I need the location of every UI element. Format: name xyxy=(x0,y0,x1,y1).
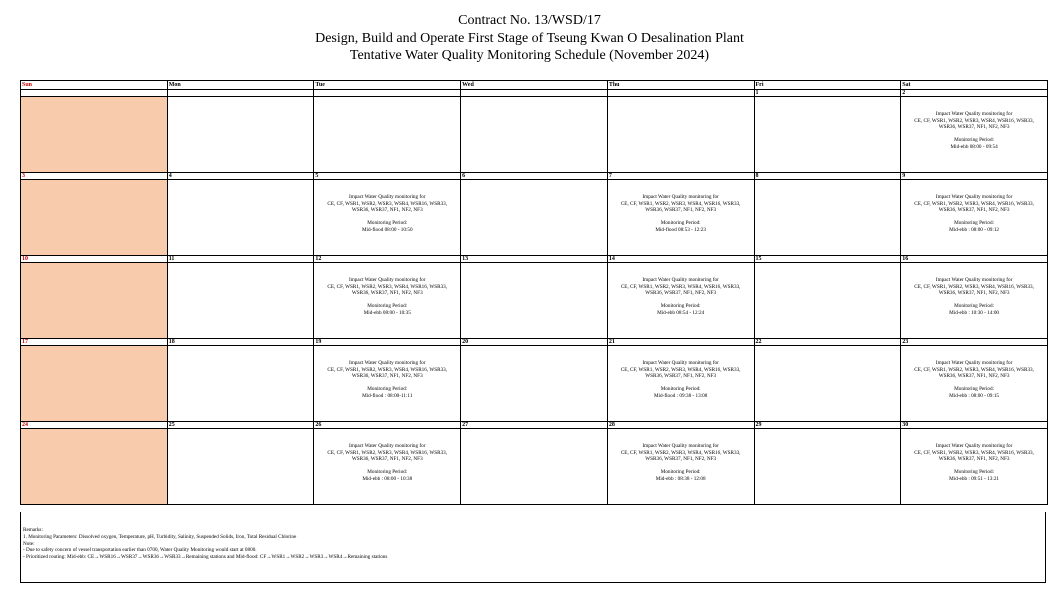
monitoring-period-label: Monitoring Period: xyxy=(367,303,408,309)
weekday-header: Mon xyxy=(167,81,314,90)
monitoring-line: Impact Water Quality monitoring for xyxy=(349,194,426,200)
date-number: 13 xyxy=(461,256,608,263)
day-cell xyxy=(461,263,608,339)
monitoring-stations: CE, CF, WSR1, WSR2, WSR3, WSR4, WSR16, WSR33, xyxy=(914,117,1034,124)
monitoring-period-label: Monitoring Period: xyxy=(660,220,701,226)
day-cell xyxy=(21,429,168,505)
remarks-item: 1. Monitoring Parameters: Dissolved oxygen, Temperature, pH, Turbidity, Salinity, Suspended Solids, Iron, Total Residual Chlorine xyxy=(23,533,297,540)
note-title: Note: xyxy=(23,540,35,547)
day-cell xyxy=(901,263,1048,339)
monitoring-stations: CE, CF, WSR1, WSR2, WSR3, WSR4, WSR16, WSR33, xyxy=(327,366,448,373)
date-number-row xyxy=(21,256,1048,263)
date-number: 16 xyxy=(901,256,1048,263)
date-number: 10 xyxy=(21,256,168,263)
monitoring-period: Mid-flood 08:53 - 12:23 xyxy=(655,226,706,233)
date-number: 29 xyxy=(754,422,901,429)
monitoring-stations: CE, CF, WSR1, WSR2, WSR3, WSR4, WSR16, WSR33, xyxy=(914,283,1034,290)
monitoring-stations: WSR36, WSR37, NF1, NF2, NF3 xyxy=(645,207,717,213)
week-row xyxy=(21,97,1048,173)
schedule-title: Tentative Water Quality Monitoring Schedule (November 2024) xyxy=(349,48,710,63)
monitoring-stations: CE, CF, WSR1, WSR2, WSR3, WSR4, WSR16, WSR33, xyxy=(327,283,448,290)
date-number: 24 xyxy=(21,422,168,429)
date-number: 28 xyxy=(607,422,754,429)
calendar-body xyxy=(21,81,1048,505)
day-cell xyxy=(21,346,168,422)
monitoring-period: Mid-flood : 08:00-11:11 xyxy=(362,392,413,399)
date-number: 22 xyxy=(754,339,901,346)
monitoring-line: Impact Water Quality monitoring for xyxy=(935,443,1013,449)
monitoring-line: Impact Water Quality monitoring for xyxy=(935,277,1013,283)
day-cell xyxy=(607,346,754,422)
monitoring-event xyxy=(901,180,1047,233)
date-number: 11 xyxy=(167,256,314,263)
monitoring-line: Impact Water Quality monitoring for xyxy=(935,360,1013,366)
day-cell xyxy=(901,429,1048,505)
contract-number: Contract No. 13/WSD/17 xyxy=(458,13,601,28)
week-row xyxy=(21,346,1048,422)
day-cell xyxy=(167,429,314,505)
monitoring-event xyxy=(901,429,1047,482)
monitoring-stations: WSR36, WSR37, NF1, NF2, NF3 xyxy=(938,207,1010,213)
monitoring-period: Mid-ebb : 10:30 - 14:00 xyxy=(949,309,1000,316)
date-number: 30 xyxy=(901,422,1048,429)
monitoring-period-label: Monitoring Period: xyxy=(367,469,408,475)
remarks-box xyxy=(20,512,1046,583)
monitoring-event xyxy=(314,180,460,233)
day-cell xyxy=(167,263,314,339)
monitoring-period: Mid-ebb : 08:00 - 10:38 xyxy=(362,475,413,482)
day-cell xyxy=(461,429,608,505)
day-cell xyxy=(901,180,1048,256)
calendar-table xyxy=(20,80,1048,505)
date-number: 9 xyxy=(901,173,1048,180)
date-number: 21 xyxy=(607,339,754,346)
date-number: 12 xyxy=(314,256,461,263)
date-number: 20 xyxy=(461,339,608,346)
monitoring-line: Impact Water Quality monitoring for xyxy=(642,360,719,366)
day-cell xyxy=(314,429,461,505)
date-number xyxy=(607,90,754,97)
monitoring-event xyxy=(901,263,1047,316)
day-cell xyxy=(754,429,901,505)
date-number: 26 xyxy=(314,422,461,429)
monitoring-stations: CE, CF, WSR1, WSR2, WSR3, WSR4, WSR16, WSR33, xyxy=(620,366,741,373)
monitoring-period-label: Monitoring Period: xyxy=(660,469,701,475)
monitoring-event xyxy=(314,263,460,316)
weekday-header: Fri xyxy=(754,81,901,90)
monitoring-stations: WSR36, WSR37, NF1, NF2, NF3 xyxy=(351,373,423,379)
date-number: 2 xyxy=(901,90,1048,97)
monitoring-period-label: Monitoring Period: xyxy=(367,220,408,226)
date-number: 19 xyxy=(314,339,461,346)
day-cell xyxy=(461,346,608,422)
date-number: 7 xyxy=(607,173,754,180)
day-cell xyxy=(21,180,168,256)
monitoring-stations: CE, CF, WSR1, WSR2, WSR3, WSR4, WSR16, WSR33, xyxy=(327,200,448,207)
day-cell xyxy=(901,97,1048,173)
monitoring-line: Impact Water Quality monitoring for xyxy=(349,360,426,366)
day-cell xyxy=(314,263,461,339)
monitoring-period-label: Monitoring Period: xyxy=(954,303,995,309)
weekday-header-row xyxy=(21,81,1048,90)
monitoring-stations: CE, CF, WSR1, WSR2, WSR3, WSR4, WSR16, WSR33, xyxy=(914,449,1034,456)
monitoring-stations: WSR36, WSR37, NF1, NF2, NF3 xyxy=(351,456,423,462)
monitoring-line: Impact Water Quality monitoring for xyxy=(642,277,719,283)
weekday-header: Sat xyxy=(901,81,1048,90)
weekday-header: Sun xyxy=(21,81,168,90)
day-cell xyxy=(167,346,314,422)
monitoring-period: Mid-ebb : 08:00 - 09:15 xyxy=(949,392,1000,399)
date-number xyxy=(461,90,608,97)
monitoring-event xyxy=(901,97,1047,150)
remarks-title: Remarks: xyxy=(23,527,43,533)
monitoring-period-label: Monitoring Period: xyxy=(954,386,995,392)
monitoring-period-label: Monitoring Period: xyxy=(367,386,408,392)
date-number-row xyxy=(21,422,1048,429)
day-cell xyxy=(754,346,901,422)
monitoring-stations: WSR36, WSR37, NF1, NF2, NF3 xyxy=(938,373,1010,379)
monitoring-line: Impact Water Quality monitoring for xyxy=(935,194,1013,200)
monitoring-line: Impact Water Quality monitoring for xyxy=(642,194,719,200)
monitoring-stations: CE, CF, WSR1, WSR2, WSR3, WSR4, WSR16, WSR33, xyxy=(327,449,448,456)
day-cell xyxy=(461,97,608,173)
day-cell xyxy=(607,429,754,505)
date-number-row xyxy=(21,173,1048,180)
date-number: 3 xyxy=(21,173,168,180)
monitoring-stations: WSR36, WSR37, NF1, NF2, NF3 xyxy=(645,456,717,462)
monitoring-period: Mid-ebb : 09:51 - 13:21 xyxy=(949,475,1000,482)
monitoring-stations: WSR36, WSR37, NF1, NF2, NF3 xyxy=(645,290,717,296)
day-cell xyxy=(167,97,314,173)
monitoring-line: Impact Water Quality monitoring for xyxy=(935,111,1013,117)
monitoring-event xyxy=(608,429,754,482)
weekday-header: Wed xyxy=(461,81,608,90)
day-cell xyxy=(21,97,168,173)
monitoring-event xyxy=(314,346,460,399)
monitoring-stations: WSR36, WSR37, NF1, NF2, NF3 xyxy=(351,290,423,296)
monitoring-period-label: Monitoring Period: xyxy=(954,220,995,226)
day-cell xyxy=(607,180,754,256)
monitoring-period-label: Monitoring Period: xyxy=(660,386,701,392)
monitoring-stations: WSR36, WSR37, NF1, NF2, NF3 xyxy=(938,124,1010,130)
date-number: 25 xyxy=(167,422,314,429)
day-cell xyxy=(901,346,1048,422)
week-row xyxy=(21,263,1048,339)
day-cell xyxy=(754,97,901,173)
date-number-row xyxy=(21,90,1048,97)
date-number: 23 xyxy=(901,339,1048,346)
date-number: 14 xyxy=(607,256,754,263)
monitoring-period: Mid-ebb : 08:38 - 12:08 xyxy=(655,475,706,482)
monitoring-period: Mid-flood 08:00 - 10:50 xyxy=(361,226,413,233)
day-cell xyxy=(461,180,608,256)
day-cell xyxy=(754,180,901,256)
monitoring-stations: CE, CF, WSR1, WSR2, WSR3, WSR4, WSR16, WSR33, xyxy=(620,283,741,290)
date-number: 6 xyxy=(461,173,608,180)
monitoring-period: Mid-ebb 08:00 - 10:35 xyxy=(363,309,411,316)
monitoring-stations: WSR36, WSR37, NF1, NF2, NF3 xyxy=(351,207,423,213)
week-row xyxy=(21,180,1048,256)
day-cell xyxy=(314,97,461,173)
monitoring-stations: WSR36, WSR37, NF1, NF2, NF3 xyxy=(938,456,1010,462)
monitoring-line: Impact Water Quality monitoring for xyxy=(349,443,426,449)
date-number: 15 xyxy=(754,256,901,263)
monitoring-event xyxy=(608,180,754,233)
monitoring-period-label: Monitoring Period: xyxy=(954,137,995,143)
monitoring-period: Mid-ebb 08:54 - 12:24 xyxy=(657,309,705,316)
monitoring-period: Mid-flood : 09:38 - 13:08 xyxy=(654,392,708,399)
date-number-row xyxy=(21,339,1048,346)
monitoring-event xyxy=(901,346,1047,399)
week-row xyxy=(21,429,1048,505)
monitoring-stations: CE, CF, WSR1, WSR2, WSR3, WSR4, WSR16, WSR33, xyxy=(914,366,1034,373)
day-cell xyxy=(314,346,461,422)
note-item: - Due to safety concern of vessel transportation earlier than 0700, Water Quality Monitoring would start at 0800. xyxy=(23,547,257,554)
day-cell xyxy=(314,180,461,256)
date-number xyxy=(314,90,461,97)
monitoring-period: Mid-ebb 08:00 - 09:54 xyxy=(950,143,998,150)
date-number: 4 xyxy=(167,173,314,180)
monitoring-stations: CE, CF, WSR1, WSR2, WSR3, WSR4, WSR16, WSR33, xyxy=(914,200,1034,207)
monitoring-stations: WSR36, WSR37, NF1, NF2, NF3 xyxy=(938,290,1010,296)
date-number: 27 xyxy=(461,422,608,429)
weekday-header: Tue xyxy=(314,81,461,90)
date-number xyxy=(167,90,314,97)
date-number: 17 xyxy=(21,339,168,346)
date-number: 1 xyxy=(754,90,901,97)
monitoring-line: Impact Water Quality monitoring for xyxy=(642,443,719,449)
day-cell xyxy=(21,263,168,339)
note-item: - Prioritized routing: Mid-ebb: CE→WSR16→WSR37→WSR36→WSR33→Remaining stations and Mid-flood: CF→WSR1→WSR2→WSR3→WSR4→Remaining stations xyxy=(23,554,388,561)
date-number xyxy=(21,90,168,97)
monitoring-line: Impact Water Quality monitoring for xyxy=(349,277,426,283)
monitoring-event xyxy=(314,429,460,482)
day-cell xyxy=(607,97,754,173)
day-cell xyxy=(607,263,754,339)
project-title: Design, Build and Operate First Stage of Tseung Kwan O Desalination Plant xyxy=(315,31,744,46)
monitoring-stations: CE, CF, WSR1, WSR2, WSR3, WSR4, WSR16, WSR33, xyxy=(620,449,741,456)
monitoring-stations: CE, CF, WSR1, WSR2, WSR3, WSR4, WSR16, WSR33, xyxy=(620,200,741,207)
weekday-header: Thu xyxy=(607,81,754,90)
date-number: 8 xyxy=(754,173,901,180)
day-cell xyxy=(754,263,901,339)
monitoring-period-label: Monitoring Period: xyxy=(954,469,995,475)
monitoring-period: Mid-ebb : 08:00 - 09:12 xyxy=(949,226,1000,233)
monitoring-event xyxy=(608,263,754,316)
monitoring-event xyxy=(608,346,754,399)
day-cell xyxy=(167,180,314,256)
monitoring-period-label: Monitoring Period: xyxy=(660,303,701,309)
date-number: 18 xyxy=(167,339,314,346)
monitoring-stations: WSR36, WSR37, NF1, NF2, NF3 xyxy=(645,373,717,379)
date-number: 5 xyxy=(314,173,461,180)
